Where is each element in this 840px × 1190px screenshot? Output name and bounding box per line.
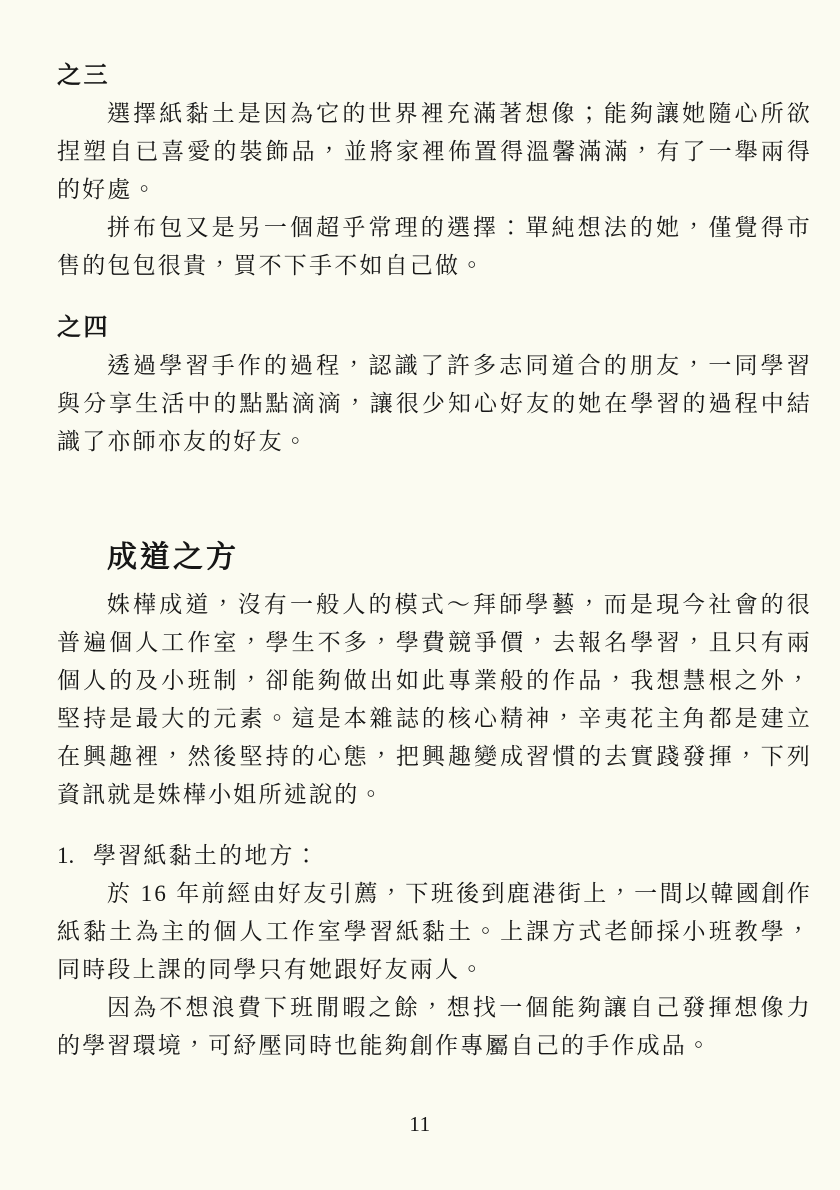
page-number: 11 [409, 1112, 431, 1136]
paragraph-patchwork-bag: 拼布包又是另一個超乎常理的選擇：單純想法的她，僅覺得市售的包包很貴，買不下手不如自己做。 [57, 215, 812, 278]
list-item-1-number: 1. [57, 843, 75, 868]
list-item-1-label: 學習紙黏土的地方： [93, 843, 320, 868]
paragraph-handcraft-friends: 透過學習手作的過程，認識了許多志同道合的朋友，一同學習與分享生活中的點點滴滴，讓很少知心好友的她在學習的過程中結識了亦師亦友的好友。 [57, 353, 812, 454]
paragraph-motivation: 因為不想浪費下班閒暇之餘，想找一個能夠讓自己發揮想像力的學習環境，可紓壓同時也能夠創作專屬自己的手作成品。 [57, 995, 812, 1058]
heading-cheng-dao-zhi-fang: 成道之方 [107, 541, 239, 574]
paragraph-paper-clay-choice: 選擇紙黏土是因為它的世界裡充滿著想像；能夠讓她隨心所欲捏塑自已喜愛的裝飾品，並將家裡佈置得溫馨滿滿，有了一舉兩得的好處。 [57, 101, 812, 202]
paragraph-learning-place: 於 16 年前經由好友引薦，下班後到鹿港街上，一間以韓國創作紙黏土為主的個人工作室學習紙黏土。上課方式老師採小班教學，同時段上課的同學只有她跟好友兩人。 [57, 881, 812, 982]
paragraph-shuhua-intro: 姝樺成道，沒有一般人的模式～拜師學藝，而是現今社會的很普遍個人工作室，學生不多，學費競爭價，去報名學習，且只有兩個人的及小班制，卻能夠做出如此專業般的作品，我想慧根之外，堅持是最大的元素。這是本雜誌的核心精神，辛夷花主角都是建立在興趣裡，然後堅持的心態，把興趣變成習慣的去實踐發揮，下列資訊就是姝樺小姐所述說的。 [57, 592, 812, 807]
heading-zhi-si: 之四 [57, 315, 110, 341]
heading-zhi-san: 之三 [57, 63, 110, 89]
document-body [57, 57, 812, 1065]
list-item-1 [57, 837, 812, 875]
